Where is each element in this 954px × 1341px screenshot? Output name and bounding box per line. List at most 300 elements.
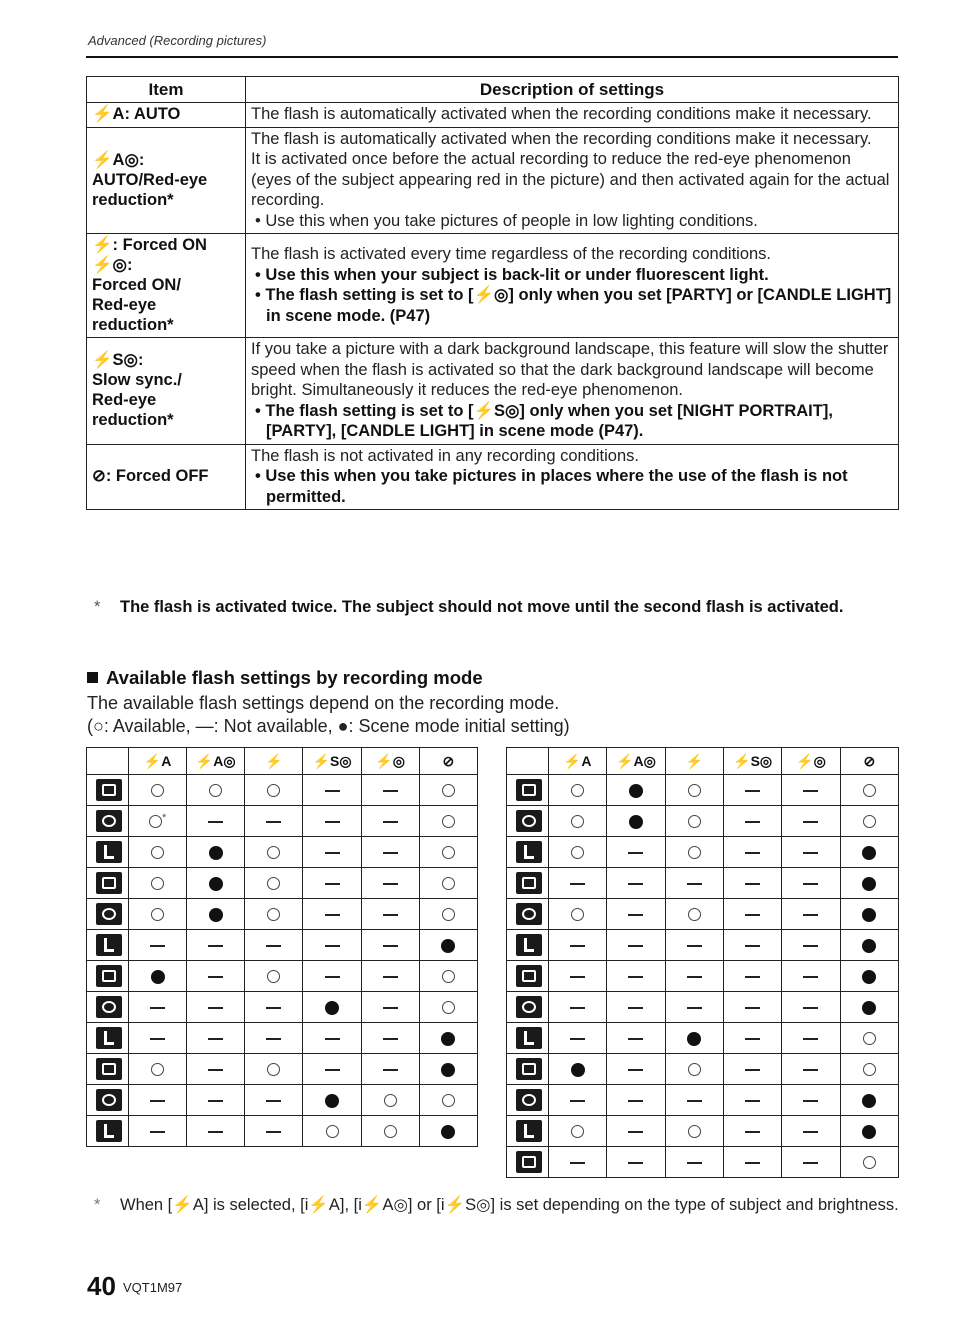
not-available-cell xyxy=(361,899,419,930)
flash-column-header: ⚡A◎ xyxy=(607,748,665,775)
not-available-cell xyxy=(723,930,781,961)
not-available-cell xyxy=(723,899,781,930)
not-available-dash-icon xyxy=(687,976,702,978)
not-available-dash-icon xyxy=(803,821,818,823)
mode-row xyxy=(87,1085,478,1116)
initial-setting-dot-icon xyxy=(629,784,643,798)
recording-mode-icon xyxy=(96,965,122,987)
available-cell xyxy=(840,1147,898,1178)
recording-mode-icon xyxy=(516,996,542,1018)
not-available-dash-icon xyxy=(325,945,340,947)
initial-setting-dot-icon xyxy=(325,1094,339,1108)
available-circle-icon xyxy=(863,815,876,828)
initial-setting-dot-icon xyxy=(209,908,223,922)
not-available-dash-icon xyxy=(208,1038,223,1040)
setting-item: ⚡S◎: Slow sync./ Red-eye reduction* xyxy=(87,338,246,445)
description-line: The flash is automatically activated when the recording conditions make it necessary. xyxy=(251,129,872,148)
available-circle-icon xyxy=(688,784,701,797)
mode-row xyxy=(87,1054,478,1085)
not-available-cell xyxy=(245,992,303,1023)
available-cell xyxy=(245,961,303,992)
mode-availability-table-left xyxy=(86,747,478,1147)
not-available-dash-icon xyxy=(325,790,340,792)
asterisk-mark: * xyxy=(161,811,167,824)
section-title: Available flash settings by recording mode xyxy=(87,667,483,689)
bottom-note-text: When [⚡A] is selected, [i⚡A], [i⚡A◎] or [i⚡S◎] is set depending on the type of subject and brightness. xyxy=(120,1196,899,1214)
mode-icon-cell xyxy=(87,775,129,806)
not-available-dash-icon xyxy=(383,883,398,885)
available-circle-icon xyxy=(863,1063,876,1076)
not-available-dash-icon xyxy=(745,1007,760,1009)
settings-row xyxy=(87,338,899,445)
not-available-dash-icon xyxy=(628,1100,643,1102)
not-available-dash-icon xyxy=(570,883,585,885)
not-available-cell xyxy=(549,868,607,899)
flash-column-header: ⊘ xyxy=(419,748,477,775)
available-cell xyxy=(665,837,723,868)
available-circle-icon xyxy=(442,970,455,983)
flash-settings-table xyxy=(86,76,899,510)
not-available-dash-icon xyxy=(208,821,223,823)
not-available-cell xyxy=(245,1023,303,1054)
section-intro: The available flash settings depend on the recording mode. xyxy=(87,693,560,713)
description-line: • Use this when you take pictures in places where the use of the flash is not permitted. xyxy=(255,467,848,506)
not-available-cell xyxy=(549,1085,607,1116)
not-available-cell xyxy=(361,868,419,899)
available-circle-icon xyxy=(267,1063,280,1076)
recording-mode-icon xyxy=(96,1089,122,1111)
not-available-dash-icon xyxy=(628,1162,643,1164)
mode-icon-cell xyxy=(87,961,129,992)
not-available-cell xyxy=(245,1116,303,1147)
available-cell xyxy=(129,775,187,806)
not-available-cell xyxy=(607,1147,665,1178)
mode-row xyxy=(507,899,899,930)
not-available-cell xyxy=(303,837,361,868)
available-cell xyxy=(840,806,898,837)
not-available-cell xyxy=(782,806,840,837)
initial-setting-cell xyxy=(840,930,898,961)
page-number: 40 xyxy=(87,1271,116,1301)
not-available-dash-icon xyxy=(803,945,818,947)
page-header: Advanced (Recording pictures) xyxy=(88,33,267,48)
available-circle-icon xyxy=(151,784,164,797)
not-available-dash-icon xyxy=(383,1038,398,1040)
not-available-dash-icon xyxy=(208,1131,223,1133)
not-available-cell xyxy=(665,930,723,961)
available-circle-icon xyxy=(209,784,222,797)
available-cell xyxy=(665,1116,723,1147)
available-circle-icon xyxy=(267,970,280,983)
not-available-cell xyxy=(723,1116,781,1147)
recording-mode-icon xyxy=(516,903,542,925)
available-cell xyxy=(419,868,477,899)
not-available-dash-icon xyxy=(687,1162,702,1164)
not-available-cell xyxy=(607,1116,665,1147)
not-available-cell xyxy=(549,1023,607,1054)
not-available-dash-icon xyxy=(745,821,760,823)
not-available-dash-icon xyxy=(150,1038,165,1040)
available-cell xyxy=(245,868,303,899)
initial-setting-cell xyxy=(419,1116,477,1147)
recording-mode-icon xyxy=(96,841,122,863)
mode-icon-cell xyxy=(87,806,129,837)
available-circle-icon xyxy=(442,815,455,828)
not-available-cell xyxy=(665,1085,723,1116)
initial-setting-dot-icon xyxy=(862,908,876,922)
not-available-cell xyxy=(723,1054,781,1085)
available-cell xyxy=(129,806,187,837)
available-circle-icon xyxy=(863,1032,876,1045)
not-available-dash-icon xyxy=(383,790,398,792)
available-cell xyxy=(549,1116,607,1147)
not-available-cell xyxy=(607,899,665,930)
not-available-cell xyxy=(782,961,840,992)
mode-row xyxy=(507,1147,899,1178)
available-circle-icon xyxy=(688,1125,701,1138)
available-circle-icon xyxy=(863,1156,876,1169)
not-available-cell xyxy=(723,961,781,992)
not-available-cell xyxy=(303,806,361,837)
section-legend: (○: Available, —: Not available, ●: Scene mode initial setting) xyxy=(87,716,570,736)
recording-mode-icon xyxy=(96,996,122,1018)
available-cell xyxy=(129,837,187,868)
not-available-cell xyxy=(607,1085,665,1116)
initial-setting-cell xyxy=(840,1116,898,1147)
not-available-cell xyxy=(361,992,419,1023)
not-available-dash-icon xyxy=(570,1038,585,1040)
not-available-dash-icon xyxy=(628,883,643,885)
available-circle-icon xyxy=(571,784,584,797)
bullet-square-icon xyxy=(87,672,98,683)
not-available-dash-icon xyxy=(628,1069,643,1071)
not-available-cell xyxy=(723,1085,781,1116)
mode-icon-cell xyxy=(507,1054,549,1085)
mode-row xyxy=(507,961,899,992)
document-code: VQT1M97 xyxy=(123,1280,183,1295)
mode-icon-cell xyxy=(507,868,549,899)
not-available-dash-icon xyxy=(325,976,340,978)
not-available-dash-icon xyxy=(150,1007,165,1009)
available-cell xyxy=(549,775,607,806)
not-available-cell xyxy=(782,837,840,868)
not-available-cell xyxy=(549,1147,607,1178)
initial-setting-cell xyxy=(303,992,361,1023)
available-circle-icon xyxy=(151,908,164,921)
mode-icon-cell xyxy=(507,1116,549,1147)
not-available-dash-icon xyxy=(803,1100,818,1102)
flash-column-header: ⚡ xyxy=(245,748,303,775)
available-cell xyxy=(549,806,607,837)
available-cell xyxy=(361,1116,419,1147)
available-cell xyxy=(549,837,607,868)
mode-row xyxy=(87,806,478,837)
not-available-cell xyxy=(782,899,840,930)
flash-column-header: ⚡S◎ xyxy=(303,748,361,775)
not-available-dash-icon xyxy=(803,883,818,885)
mode-row xyxy=(507,1023,899,1054)
mode-row xyxy=(87,961,478,992)
initial-setting-dot-icon xyxy=(862,1001,876,1015)
not-available-cell xyxy=(665,868,723,899)
available-cell xyxy=(840,1023,898,1054)
not-available-dash-icon xyxy=(745,1038,760,1040)
available-circle-icon xyxy=(151,877,164,890)
initial-setting-cell xyxy=(840,899,898,930)
not-available-cell xyxy=(361,837,419,868)
available-circle-icon xyxy=(267,908,280,921)
not-available-cell xyxy=(303,868,361,899)
not-available-cell xyxy=(665,1147,723,1178)
available-cell xyxy=(665,775,723,806)
not-available-cell xyxy=(129,1085,187,1116)
mode-icon-cell xyxy=(87,868,129,899)
not-available-cell xyxy=(187,1023,245,1054)
not-available-cell xyxy=(782,1054,840,1085)
mode-row xyxy=(87,775,478,806)
initial-setting-cell xyxy=(419,1023,477,1054)
initial-setting-dot-icon xyxy=(862,877,876,891)
not-available-dash-icon xyxy=(208,1100,223,1102)
mode-icon-cell xyxy=(507,806,549,837)
not-available-cell xyxy=(549,961,607,992)
flash-column-header: ⚡ xyxy=(665,748,723,775)
not-available-dash-icon xyxy=(150,1131,165,1133)
not-available-dash-icon xyxy=(745,976,760,978)
not-available-dash-icon xyxy=(745,1131,760,1133)
not-available-dash-icon xyxy=(208,976,223,978)
not-available-dash-icon xyxy=(745,852,760,854)
not-available-dash-icon xyxy=(208,1069,223,1071)
initial-setting-dot-icon xyxy=(862,970,876,984)
available-circle-icon xyxy=(688,1063,701,1076)
not-available-dash-icon xyxy=(266,945,281,947)
not-available-cell xyxy=(303,930,361,961)
not-available-dash-icon xyxy=(383,945,398,947)
available-cell xyxy=(419,1085,477,1116)
flash-column-header: ⚡◎ xyxy=(782,748,840,775)
description-line: • Use this when your subject is back-lit or under fluorescent light. xyxy=(255,265,769,284)
not-available-cell xyxy=(607,930,665,961)
mode-row xyxy=(507,930,899,961)
not-available-cell xyxy=(129,930,187,961)
note-asterisk: * xyxy=(94,598,101,616)
initial-setting-dot-icon xyxy=(862,846,876,860)
available-circle-icon xyxy=(571,1125,584,1138)
mode-icon-cell xyxy=(87,1116,129,1147)
not-available-cell xyxy=(129,1116,187,1147)
initial-setting-cell xyxy=(129,961,187,992)
setting-item: ⚡A: AUTO xyxy=(87,103,246,128)
available-cell xyxy=(245,899,303,930)
not-available-cell xyxy=(245,1085,303,1116)
mode-row xyxy=(507,837,899,868)
not-available-dash-icon xyxy=(687,1007,702,1009)
available-cell xyxy=(129,899,187,930)
not-available-cell xyxy=(361,775,419,806)
available-circle-icon xyxy=(267,846,280,859)
not-available-dash-icon xyxy=(383,821,398,823)
not-available-cell xyxy=(187,1116,245,1147)
setting-description xyxy=(246,103,899,128)
available-circle-icon xyxy=(688,908,701,921)
mode-row xyxy=(507,775,899,806)
not-available-cell xyxy=(361,1054,419,1085)
initial-setting-dot-icon xyxy=(325,1001,339,1015)
available-cell xyxy=(419,899,477,930)
not-available-dash-icon xyxy=(628,1038,643,1040)
description-line: It is activated once before the actual recording to reduce the red-eye phenomenon (eyes of the subject appearing red in the picture) and then activated again for the actual recording. xyxy=(251,150,890,209)
initial-setting-cell xyxy=(840,961,898,992)
not-available-dash-icon xyxy=(628,1131,643,1133)
not-available-dash-icon xyxy=(150,1100,165,1102)
mode-icon-cell xyxy=(87,899,129,930)
not-available-dash-icon xyxy=(570,1100,585,1102)
not-available-dash-icon xyxy=(325,1038,340,1040)
not-available-dash-icon xyxy=(208,1007,223,1009)
initial-setting-cell xyxy=(187,837,245,868)
mode-row xyxy=(507,1054,899,1085)
available-cell xyxy=(245,1054,303,1085)
not-available-dash-icon xyxy=(803,1069,818,1071)
available-cell xyxy=(245,837,303,868)
available-cell xyxy=(419,775,477,806)
available-circle-icon xyxy=(384,1094,397,1107)
not-available-dash-icon xyxy=(745,1162,760,1164)
initial-setting-cell xyxy=(840,868,898,899)
bottom-footnote xyxy=(94,1195,900,1216)
mode-icon-cell xyxy=(87,1054,129,1085)
not-available-dash-icon xyxy=(745,883,760,885)
available-cell xyxy=(245,775,303,806)
initial-setting-cell xyxy=(607,806,665,837)
not-available-dash-icon xyxy=(745,1069,760,1071)
initial-setting-cell xyxy=(303,1085,361,1116)
description-line: The flash is not activated in any recording conditions. xyxy=(251,446,639,465)
mode-icon-cell xyxy=(507,899,549,930)
not-available-dash-icon xyxy=(266,1007,281,1009)
recording-mode-icon xyxy=(516,934,542,956)
available-circle-icon xyxy=(149,815,162,828)
initial-setting-dot-icon xyxy=(441,1125,455,1139)
not-available-dash-icon xyxy=(325,1069,340,1071)
initial-setting-cell xyxy=(840,837,898,868)
not-available-cell xyxy=(723,806,781,837)
not-available-cell xyxy=(187,1054,245,1085)
not-available-cell xyxy=(549,930,607,961)
mode-row xyxy=(87,1116,478,1147)
initial-setting-cell xyxy=(665,1023,723,1054)
mode-icon-cell xyxy=(87,1023,129,1054)
not-available-cell xyxy=(723,868,781,899)
not-available-dash-icon xyxy=(687,883,702,885)
initial-setting-dot-icon xyxy=(629,815,643,829)
not-available-dash-icon xyxy=(266,821,281,823)
description-line: • The flash setting is set to [⚡S◎] only when you set [NIGHT PORTRAIT], [PARTY], [CANDLE LIGHT] in scene mode (P47). xyxy=(255,401,833,440)
twice-flash-note xyxy=(94,597,894,618)
not-available-dash-icon xyxy=(383,852,398,854)
not-available-cell xyxy=(245,930,303,961)
available-circle-icon xyxy=(267,877,280,890)
recording-mode-icon xyxy=(96,903,122,925)
recording-mode-icon xyxy=(516,841,542,863)
initial-setting-dot-icon xyxy=(209,846,223,860)
mode-icon-cell xyxy=(507,1147,549,1178)
not-available-cell xyxy=(303,1023,361,1054)
available-circle-icon xyxy=(442,877,455,890)
available-circle-icon xyxy=(384,1125,397,1138)
not-available-cell xyxy=(665,961,723,992)
initial-setting-dot-icon xyxy=(441,939,455,953)
not-available-cell xyxy=(303,775,361,806)
mode-column-header xyxy=(87,748,129,775)
recording-mode-icon xyxy=(516,872,542,894)
not-available-dash-icon xyxy=(628,852,643,854)
recording-mode-icon xyxy=(516,1151,542,1173)
not-available-cell xyxy=(723,775,781,806)
not-available-dash-icon xyxy=(150,945,165,947)
not-available-dash-icon xyxy=(325,914,340,916)
not-available-cell xyxy=(782,1147,840,1178)
not-available-dash-icon xyxy=(745,1100,760,1102)
mode-icon-cell xyxy=(507,961,549,992)
initial-setting-dot-icon xyxy=(441,1032,455,1046)
mode-icon-cell xyxy=(87,1085,129,1116)
settings-row xyxy=(87,234,899,338)
not-available-dash-icon xyxy=(687,945,702,947)
description-line: • The flash setting is set to [⚡◎] only when you set [PARTY] or [CANDLE LIGHT] in scene mode. (P47) xyxy=(255,286,892,325)
available-circle-icon xyxy=(151,1063,164,1076)
bottom-asterisk: * xyxy=(94,1196,101,1214)
not-available-dash-icon xyxy=(745,914,760,916)
settings-header-row xyxy=(87,77,899,103)
header-rule xyxy=(86,56,898,58)
not-available-dash-icon xyxy=(383,976,398,978)
initial-setting-cell xyxy=(840,1085,898,1116)
not-available-cell xyxy=(187,992,245,1023)
mode-availability-table-right xyxy=(506,747,899,1178)
mode-row xyxy=(507,806,899,837)
not-available-cell xyxy=(361,961,419,992)
not-available-dash-icon xyxy=(266,1131,281,1133)
mode-icon-cell xyxy=(507,775,549,806)
not-available-dash-icon xyxy=(628,976,643,978)
available-cell xyxy=(665,1054,723,1085)
recording-mode-icon xyxy=(96,934,122,956)
mode-row xyxy=(87,930,478,961)
not-available-dash-icon xyxy=(570,945,585,947)
setting-description xyxy=(246,444,899,510)
recording-mode-icon xyxy=(516,1058,542,1080)
available-circle-icon xyxy=(688,846,701,859)
not-available-cell xyxy=(607,868,665,899)
not-available-cell xyxy=(245,806,303,837)
setting-item: ⚡A◎: AUTO/Red-eye reduction* xyxy=(87,127,246,234)
not-available-dash-icon xyxy=(383,914,398,916)
flash-column-header: ⚡◎ xyxy=(361,748,419,775)
recording-mode-icon xyxy=(96,1058,122,1080)
mode-row xyxy=(87,837,478,868)
flash-column-header: ⚡S◎ xyxy=(723,748,781,775)
mode-row xyxy=(87,1023,478,1054)
available-cell xyxy=(840,1054,898,1085)
mode-row xyxy=(87,992,478,1023)
description-line: • Use this when you take pictures of people in low lighting conditions. xyxy=(255,211,758,230)
not-available-dash-icon xyxy=(803,1162,818,1164)
mode-icon-cell xyxy=(507,1085,549,1116)
description-line: If you take a picture with a dark background landscape, this feature will slow the shutter speed when the flash is activated so that the dark background landscape will become bright. Simultaneously it reduces the red-eye phenomenon. xyxy=(251,340,889,399)
available-cell xyxy=(419,961,477,992)
